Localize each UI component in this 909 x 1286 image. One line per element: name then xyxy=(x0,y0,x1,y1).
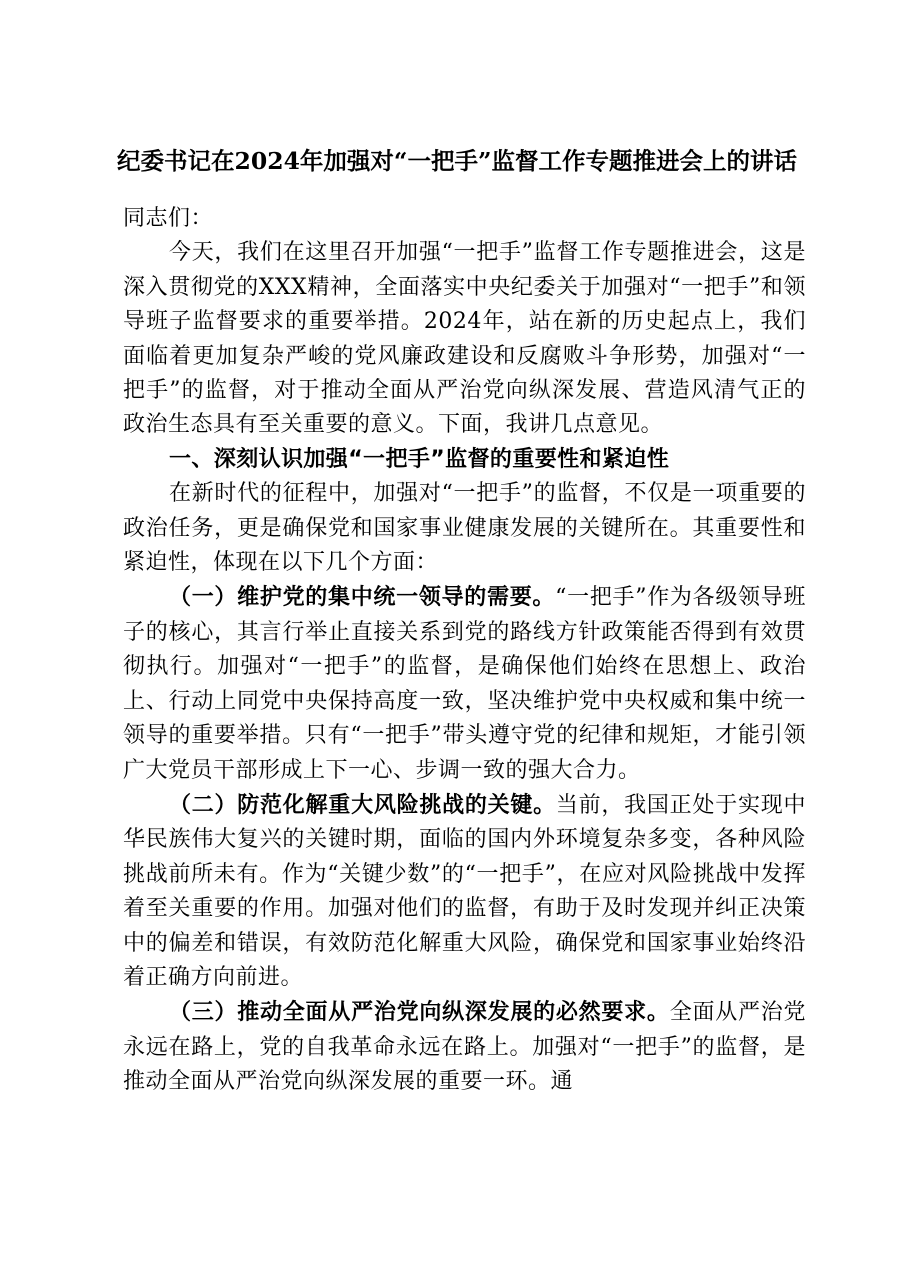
point-1-paragraph xyxy=(123,580,806,787)
point-1-body: “一把手”作为各级领导班子的核心，其言行举止直接关系到党的路线方针政策能否得到有效贯彻执行。加强对“一把手”的监督，是确保他们始终在思想上、政治上、行动上同党中央保持高度一致，坚决维护党中央权威和集中统一领导的重要举措。只有“一把手”带头遵守党的纪律和规矩，才能引领广大党员干部形成上下一心、步调一致的强大合力。 xyxy=(123,585,806,783)
document-body xyxy=(123,202,806,1100)
point-3-body: 全面从严治党永远在路上，党的自我革命永远在路上。加强对“一把手”的监督，是推动全面从严治党向纵深发展的重要一环。通 xyxy=(123,1000,806,1095)
section1-intro-paragraph: 在新时代的征程中，加强对“一把手”的监督，不仅是一项重要的政治任务，更是确保党和国家事业健康发展的关键所在。其重要性和紧迫性，体现在以下几个方面： xyxy=(123,481,806,576)
intro-paragraph: 今天，我们在这里召开加强“一把手”监督工作专题推进会，这是深入贯彻党的XXX精神，全面落实中央纪委关于加强对“一把手”和领导班子监督要求的重要举措。2024年，站在新的历史起点上，我们面临着更加复杂严峻的党风廉政建设和反腐败斗争形势，加强对“一把手”的监督，对于推动全面从严治党向纵深发展、营造风清气正的政治生态具有至关重要的意义。下面，我讲几点意见。 xyxy=(123,240,806,438)
salutation: 同志们： xyxy=(123,206,214,231)
point-3-heading: （三）推动全面从严治党向纵深发展的必然要求。 xyxy=(169,999,670,1026)
section-heading-1: 一、深刻认识加强“一把手”监督的重要性和紧迫性 xyxy=(169,446,670,472)
point-2-paragraph xyxy=(123,788,806,995)
point-1-heading: （一）维护党的集中统一领导的需要。 xyxy=(169,584,556,611)
point-2-heading: （二）防范化解重大风险挑战的关键。 xyxy=(169,791,556,818)
point-3-paragraph xyxy=(123,995,806,1099)
document-title: 纪委书记在2024年加强对“一把手”监督工作专题推进会上的讲话 xyxy=(117,147,797,175)
point-2-body: 当前，我国正处于实现中华民族伟大复兴的关键时期，面临的国内外环境复杂多变，各种风险挑战前所未有。作为“关键少数”的“一把手”，在应对风险挑战中发挥着至关重要的作用。加强对他们的监督，有助于及时发现并纠正决策中的偏差和错误，有效防范化解重大风险，确保党和国家事业始终沿着正确方向前进。 xyxy=(123,792,806,990)
